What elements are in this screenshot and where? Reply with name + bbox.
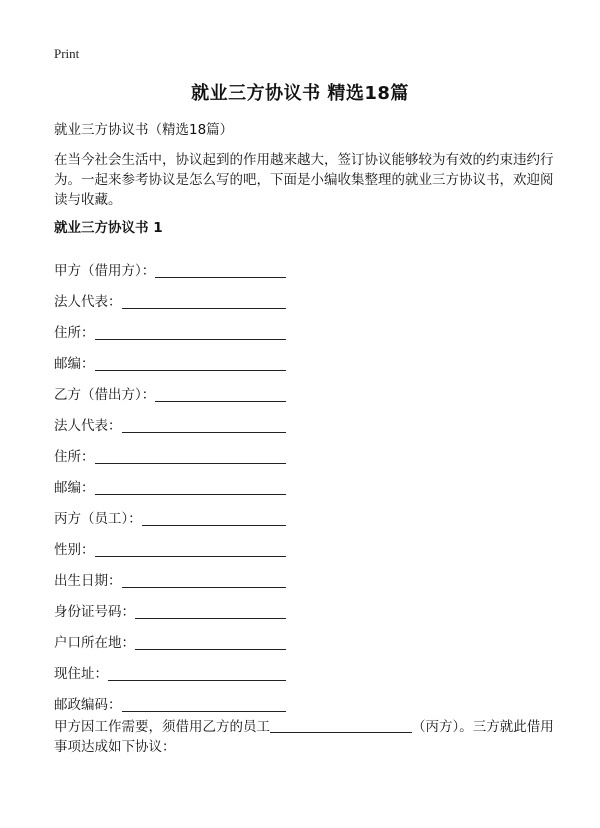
form-field-row bbox=[54, 559, 286, 590]
fill-in-blank bbox=[95, 447, 287, 464]
form-field-row bbox=[54, 435, 286, 466]
field-label: 户口所在地： bbox=[54, 635, 135, 651]
form-field-row bbox=[54, 497, 286, 528]
field-label: 住所： bbox=[54, 325, 95, 341]
fill-in-blank bbox=[95, 354, 287, 371]
form-field-row bbox=[54, 528, 286, 559]
form-field-row bbox=[54, 249, 286, 280]
form-field-row bbox=[54, 466, 286, 497]
party-fields-list bbox=[54, 249, 294, 714]
section-heading: 就业三方协议书 1 bbox=[54, 220, 163, 236]
fill-in-blank bbox=[95, 540, 287, 557]
field-label: 住所： bbox=[54, 449, 95, 465]
print-link[interactable]: Print bbox=[54, 46, 80, 61]
fill-in-blank bbox=[135, 633, 286, 650]
fill-in-blank bbox=[122, 695, 287, 712]
field-label: 邮编： bbox=[54, 480, 95, 496]
field-label: 出生日期： bbox=[54, 573, 122, 589]
field-label: 身份证号码： bbox=[54, 604, 135, 620]
field-label: 丙方（员工）： bbox=[54, 511, 142, 527]
form-field-row bbox=[54, 590, 286, 621]
form-field-row bbox=[54, 621, 286, 652]
field-label: 现住址： bbox=[54, 666, 108, 682]
form-field-row bbox=[54, 404, 286, 435]
field-label: 法人代表： bbox=[54, 418, 122, 434]
form-field-row bbox=[54, 280, 286, 311]
field-label: 甲方（借用方）： bbox=[54, 263, 156, 279]
fill-in-blank bbox=[122, 292, 287, 309]
page-title: 就业三方协议书 精选18篇 bbox=[191, 83, 409, 104]
form-field-row bbox=[54, 342, 286, 373]
field-label: 性别： bbox=[54, 542, 95, 558]
form-field-row bbox=[54, 373, 286, 404]
form-field-row bbox=[54, 683, 286, 714]
closing-text-part2: （丙方）。三方就此借用事项达成如下协议： bbox=[54, 719, 554, 755]
field-label: 法人代表： bbox=[54, 294, 122, 310]
fill-in-blank bbox=[135, 602, 286, 619]
form-field-row bbox=[54, 652, 286, 683]
intro-paragraph: 在当今社会生活中，协议起到的作用越来越大，签订协议能够较为有效的约束违约行为。一起来参考协议是怎么写的吧，下面是小编收集整理的就业三方协议书，欢迎阅读与收藏。 bbox=[54, 152, 554, 208]
fill-in-blank bbox=[155, 261, 286, 278]
fill-in-blank bbox=[95, 478, 287, 495]
closing-paragraph bbox=[54, 717, 554, 757]
fill-in-blank bbox=[155, 385, 286, 402]
document-subtitle: 就业三方协议书（精选18篇） bbox=[54, 122, 234, 138]
fill-in-blank bbox=[95, 323, 287, 340]
fill-in-blank bbox=[270, 718, 412, 733]
form-field-row bbox=[54, 311, 286, 342]
fill-in-blank bbox=[122, 416, 287, 433]
fill-in-blank bbox=[108, 664, 286, 681]
closing-text-part1: 甲方因工作需要，须借用乙方的员工 bbox=[54, 719, 270, 735]
fill-in-blank bbox=[142, 509, 286, 526]
field-label: 邮政编码： bbox=[54, 697, 122, 713]
fill-in-blank bbox=[122, 571, 287, 588]
field-label: 乙方（借出方）： bbox=[54, 387, 156, 403]
field-label: 邮编： bbox=[54, 356, 95, 372]
